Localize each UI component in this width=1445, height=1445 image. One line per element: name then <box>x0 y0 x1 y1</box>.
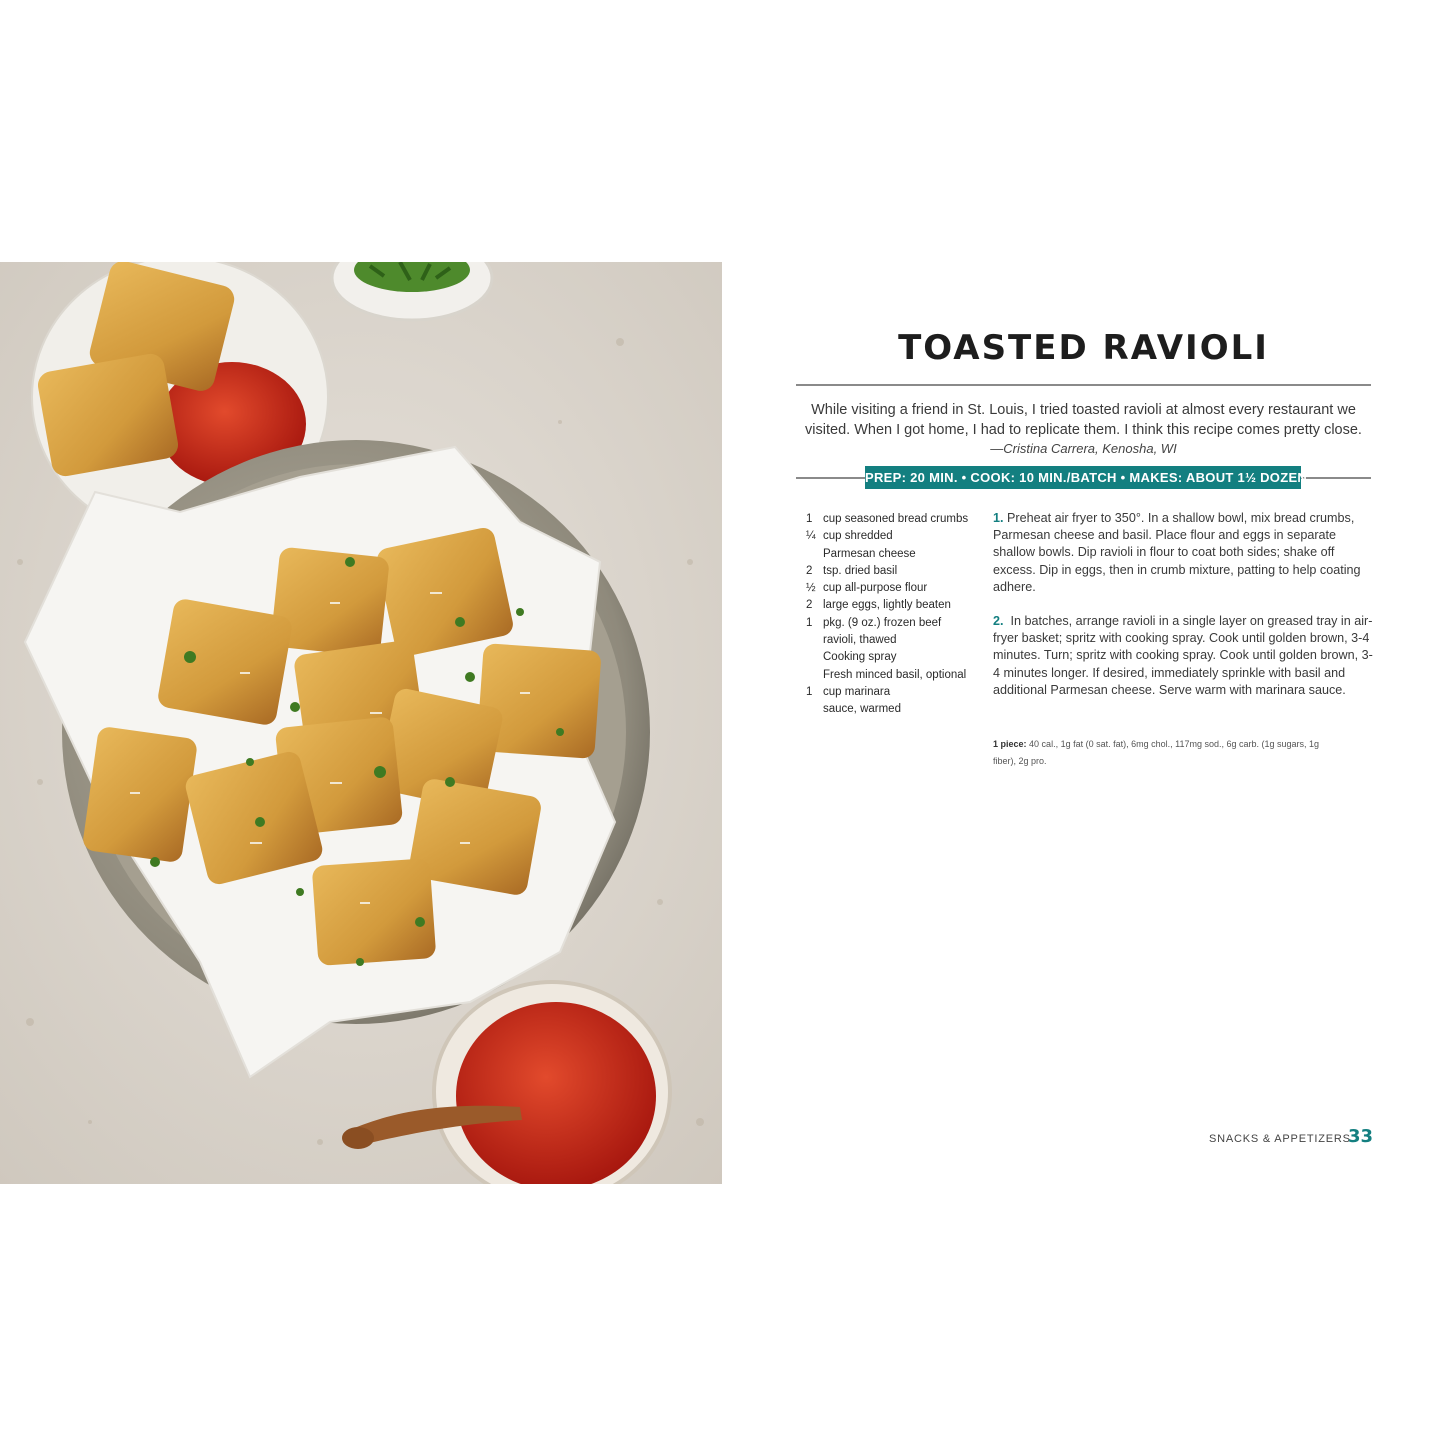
ingredient-qty: 1 <box>806 616 813 629</box>
ingredient-text: cup shredded Parmesan cheese <box>823 530 916 560</box>
ingredient-item <box>800 528 990 563</box>
ingredient-item <box>800 511 990 528</box>
step-text: In batches, arrange ravioli in a single layer on greased tray in air-fryer basket; spritz with cooking spray. Cook until golden brown, 3-4 minutes. Turn; spritz with cooking spray. Cook until golden brown, 3-4 minutes longer. If desired, immediately sprinkle with basil and additional Parmesan cheese. Serve warm with marinara sauce. <box>993 614 1373 697</box>
ingredient-text: tsp. dried basil <box>823 564 898 577</box>
ingredient-item <box>800 667 990 684</box>
toasted-ravioli-photo <box>0 262 722 1184</box>
ingredient-list <box>800 511 990 719</box>
ingredient-qty: 1 <box>806 685 813 698</box>
directions <box>993 510 1373 716</box>
ingredient-text: pkg. (9 oz.) frozen beef ravioli, thawed <box>823 616 942 647</box>
ingredient-text: cup all-purpose flour <box>823 582 928 595</box>
ingredient-text: Cooking spray <box>823 651 897 664</box>
ingredient-text: large eggs, lightly beaten <box>823 599 951 612</box>
nutrition-label: 1 piece: <box>993 739 1027 749</box>
ingredient-qty: 1 <box>806 513 813 525</box>
ingredient-qty <box>800 667 823 684</box>
nutrition-text: 40 cal., 1g fat (0 sat. fat), 6mg chol., 117mg sod., 6g carb. (1g sugars, 1g fiber), 2g pro. <box>993 739 1320 766</box>
ingredient-text: Fresh minced basil, optional <box>823 668 967 681</box>
ingredient-item <box>800 684 990 719</box>
recipe-title: TOASTED RAVIOLI <box>898 328 1269 368</box>
nutrition-facts <box>993 736 1333 770</box>
ingredient-item <box>800 563 990 580</box>
ingredient-qty <box>800 649 823 666</box>
ingredient-item <box>800 580 990 597</box>
ingredient-item <box>800 597 990 614</box>
section-name: SNACKS & APPETIZERS <box>1209 1133 1351 1145</box>
ingredient-text: cup marinara sauce, warmed <box>823 685 901 716</box>
title-divider <box>796 384 1371 386</box>
direction-step <box>993 510 1373 596</box>
step-number: 2. <box>993 614 1004 629</box>
ingredient-item <box>800 615 990 650</box>
ingredient-text: cup seasoned bread crumbs <box>823 513 969 525</box>
step-number: 1. <box>993 511 1004 525</box>
ingredient-qty: 2 <box>806 599 813 612</box>
direction-step <box>993 613 1373 699</box>
recipe-intro: While visiting a friend in St. Louis, I tried toasted ravioli at almost every restaurant we visited. When I got home, I had to replicate them. I think this recipe comes pretty close. <box>805 402 1362 438</box>
food-photo <box>0 262 722 1184</box>
page-number: 33 <box>1348 1126 1374 1147</box>
ingredient-item <box>800 649 990 666</box>
prep-cook-yield-banner: PREP: 20 MIN. • COOK: 10 MIN./BATCH • MAKES: ABOUT 1½ DOZEN <box>865 466 1301 489</box>
ingredient-qty: ½ <box>806 582 816 595</box>
ingredient-qty: ¼ <box>806 530 816 543</box>
ingredient-qty: 2 <box>806 564 813 577</box>
recipe-attribution: —Cristina Carrera, Kenosha, WI <box>990 441 1177 456</box>
step-text: Preheat air fryer to 350°. In a shallow bowl, mix bread crumbs, Parmesan cheese and basil. Place flour and eggs in separate shallow bowls. Dip ravioli in flour to coat both sides; shake off excess. Dip in eggs, then in crumb mixture, patting to help coating adhere. <box>993 511 1361 594</box>
